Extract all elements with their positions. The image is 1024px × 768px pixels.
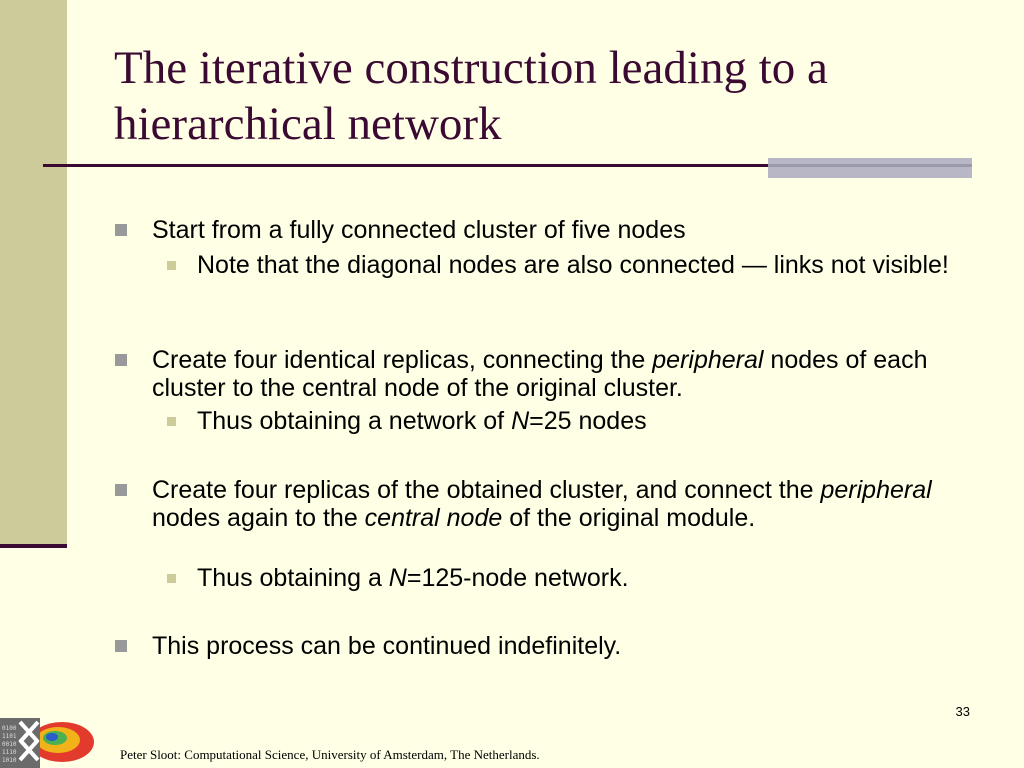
slide-number: 33 [955,704,970,719]
bullet-1: Start from a fully connected cluster of five nodes [152,216,952,244]
svg-text:1010: 1010 [2,757,17,764]
svg-text:1101: 1101 [2,733,17,740]
bullet-4: This process can be continued indefinitely. [152,632,952,660]
bullet-2: Create four identical replicas, connecting the peripheral nodes of each cluster to the central node of the original cluster. [152,346,952,402]
university-logo [0,712,96,768]
svg-text:1110: 1110 [2,749,17,756]
footer-text: Peter Sloot: Computational Science, University of Amsterdam, The Netherlands. [120,747,540,762]
svg-text:0100: 0100 [2,725,17,732]
sub-bullet-3: Thus obtaining a N=125-node network. [197,564,987,592]
sub-bullet-1: Note that the diagonal nodes are also connected — links not visible! [197,251,987,279]
sub-bullet-2: Thus obtaining a network of N=25 nodes [197,407,987,435]
svg-text:0010: 0010 [2,741,17,748]
bullet-3: Create four replicas of the obtained cluster, and connect the peripheral nodes again to the central node of the original module. [152,476,952,532]
slide-title: The iterative construction leading to a hierarchical network [114,42,828,150]
